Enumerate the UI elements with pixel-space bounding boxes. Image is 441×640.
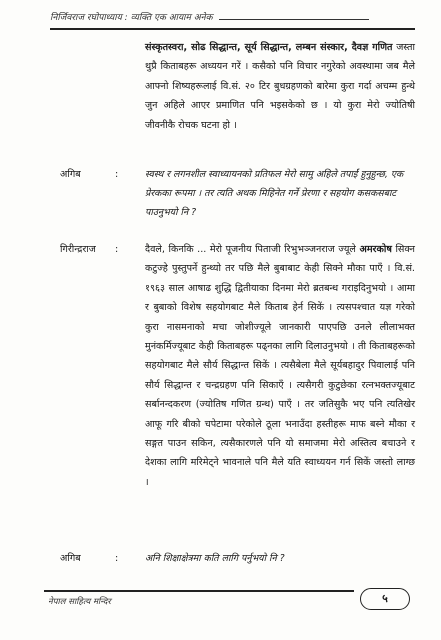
intro-text: जस्ता थुप्रै किताबहरू अध्ययन गरें । कसैको पनि विचार नगुरेको अवस्थामा जब मैले आफ्नो शिष्यहरूलाई वि.सं. २० टिर बुधग्रहणको बारेमा कुरा गर्दा अचम्म हुन्थे जुन अहिले आएर प्रमाणित पनि भइसकेको छ । यो कुरा मेरो ज्योतिषी जीवनीकै रोचक घटना हो । bbox=[145, 42, 415, 131]
speaker-label-1: अगिब : bbox=[60, 169, 119, 180]
speaker-name: गिरीन्द्रराज bbox=[60, 244, 96, 255]
page-number: ५ bbox=[360, 588, 410, 610]
speaker-name: अगिब bbox=[60, 169, 81, 180]
answer-text-rest: सिक्न कटुज्हे पुस्तुपर्ने हुन्थ्यो तर पछि मैले बुबाबाट केही सिक्ने मौका पाएँ । वि.सं. १९६३ साल आषाढ शुद्धि द्वितीयाका दिनमा मेरो ब्रतबन्ध गराइदिनुभयो । आमा र बुबाको विशेष सहयोगबाट मैले किताब हेर्न सिकें । त्यसपश्चात यज्ञ गरेको कुरा नासमनाको मचा जोशीज्यूले जानकारी पाएपछि उनले लीलाभक्त मुनंकर्मिज्यूबाट केही किताबहरू पढ्नका लागि दिलाउनुभयो । ती किताबहरूको सहयोगबाट मैले सौर्य सिद्धान्त सिकें । त्यसैबेला मैले सूर्यबहादुर पिवालाई पनि सौर्य सिद्धान्त र चन्द्रग्रहण पनि सिकाएँ । त्यसैगरी कुटुछेका रत्नभक्तज्यूबाट सर्बानन्दकरण (ज्योतिष गणित ग्रन्थ) पाएँ । तर जतिसुकै भए पनि त्यतिखेर आफू गरि बीको चपेटामा परेकोले ठूला भनाउँदा हस्तीहरू माफ बस्ने मौका र सङ्गत पाउन सकिन, त्यसैकारणले पनि यो समाजमा मेरो अस्तित्व बचाउने र देशका लागि मरिमेट्ने भावनाले पनि मैले यति स्वाध्ययन गर्न सिकें जस्तो लाग्छ । bbox=[145, 244, 415, 488]
answer-bold-term: अमरकोष bbox=[359, 244, 392, 255]
answer-paragraph bbox=[145, 240, 415, 492]
question-2: अनि शिक्षाक्षेत्रमा कति लागि पर्नुभयो नि ? bbox=[145, 553, 285, 564]
speaker-label-3: अगिब : bbox=[60, 553, 119, 564]
speaker-label-2: गिरीन्द्रराज : bbox=[60, 244, 119, 255]
speaker-name: अगिब bbox=[60, 553, 81, 564]
intro-paragraph bbox=[145, 38, 415, 135]
footer-rule bbox=[44, 590, 354, 592]
running-title: निर्जिवराज रघोपाध्याय : व्यक्ति एक आयाम अनेक bbox=[50, 10, 213, 23]
answer-text-start: दैवले, किनकि ... मेरो पूजनीय पिताजी रिभुभञ्जनराज ज्यूले bbox=[145, 244, 360, 255]
intro-bold-titles: संस्कृतस्वरा, सोढ सिद्धान्त, सूर्य सिद्धान्त, लम्बन संस्कार, दैवज्ञ गणित bbox=[145, 42, 393, 53]
question-1: स्वस्थ र लगनशील स्वाध्यायनको प्रतिफल मेरो सामु अहिले तपाईं हुनुहुन्छ, एक प्रेरकका रूपमा । तर त्यति अथक मिहिनेत गर्ने प्रेरणा र सहयोग कसकसबाट पाउनुभयो नि ? bbox=[145, 169, 404, 218]
running-header bbox=[50, 8, 415, 30]
footer-publisher: नेपाल साहित्य मन्दिर bbox=[48, 597, 111, 607]
